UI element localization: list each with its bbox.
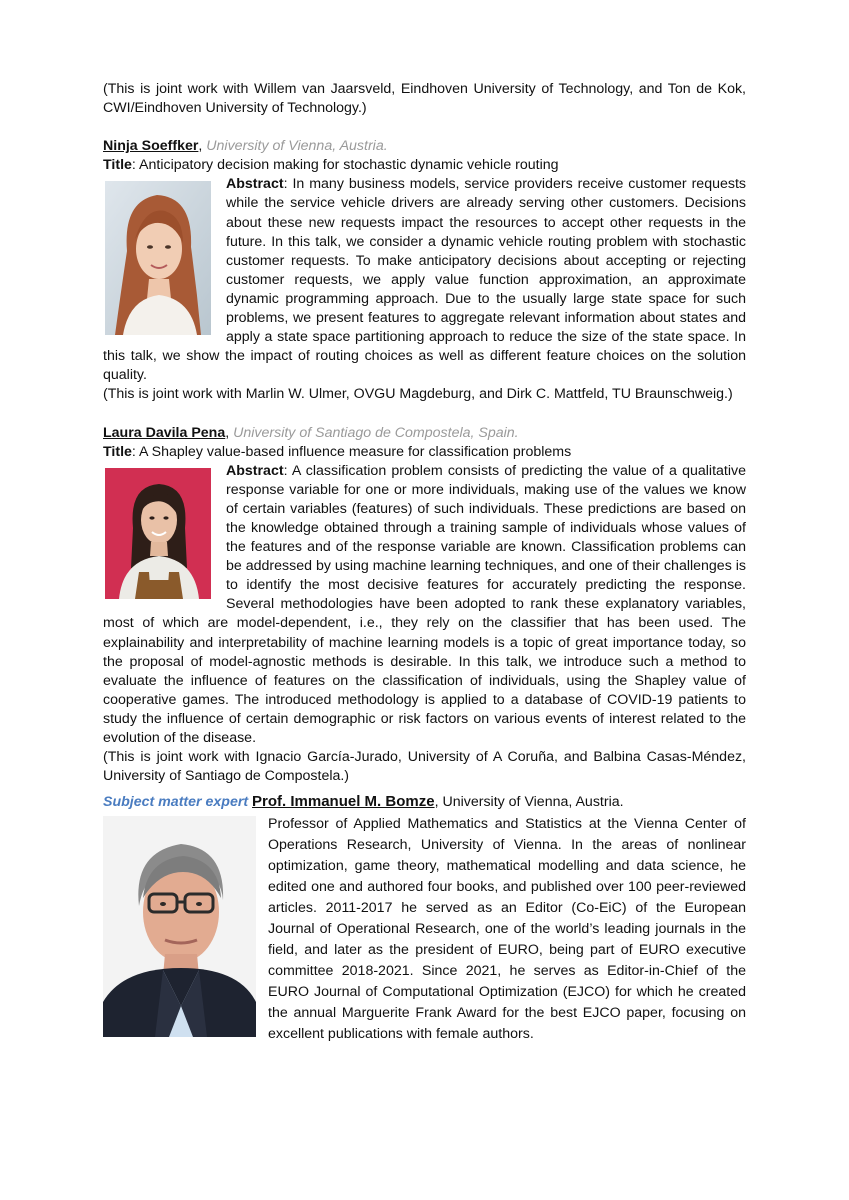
talk-title: Title: A Shapley value-based influence measure for classification problems <box>103 443 572 460</box>
speaker-photo <box>105 181 211 335</box>
expert-block <box>103 792 746 1045</box>
speaker-photo <box>105 468 211 599</box>
speaker-block <box>103 137 746 404</box>
abstract-text: Abstract: A classification problem consists of predicting the value of a qualitative response variable for one or more individuals, making use of the values we know of certain variables (features) of such individuals. These predictions are based on the knowledge obtained through a training sample of individuals whose values of the features and of the response variable are known. Classification problems can be addressed by using machine learning techniques, and one of their challenges is to identify the most decisive features for accurately predicting the response. Several methodologies have been adopted to rank these explanatory variables, most of which are model-dependent, i.e., they rely on the classifier that has been used. The explainability and interpretability of machine learning models is a topic of great importance today, so the proposal of model-agnostic methods is desirable. In this talk, we introduce such a method to evaluate the influence of features on the classification of individuals, using the Shapley value of cooperative games. The introduced methodology is applied to a database of COVID-19 patients to study the influence of certain demographic or risk factors on various events of interest related to the evolution of the disease. <box>103 462 746 746</box>
expert-label: Subject matter expert <box>103 794 249 811</box>
expert-photo <box>103 816 256 1037</box>
expert-bio: Professor of Applied Mathematics and Statistics at the Vienna Center of Operations Research, University of Vienna. In the areas of nonlinear optimization, game theory, mathematical modelling and data science, he edited one and authored four books, and published over 100 peer-reviewed articles. 2011-2017 he served as an Editor (Co-EiC) of the European Journal of Operational Research, one of the world’s leading journals in the field, and later as the president of EURO, being part of EURO executive committee 2018-2021. Since 2021, he serves as Editor-in-Chief of the EURO Journal of Computational Optimization (EJCO) for which he created the annual Marguerite Frank Award for the best EJCO paper, focusing on excellent publications with female authors. <box>268 816 746 1043</box>
speaker-affiliation: University of Vienna, Austria. <box>206 138 388 155</box>
speaker-heading: Laura Davila Pena, University of Santiago de Compostela, Spain. <box>103 424 519 441</box>
abstract-text: Abstract: In many business models, service providers receive customer requests while the service vehicle drivers are already serving other customers. Decisions about these new requests impact the resources to accept other requests in the future. In this talk, we consider a dynamic vehicle routing problem with stochastic customer requests. To make anticipatory decisions about accepting or rejecting customer requests, we apply value function approximation, an approximate dynamic programming approach. Due to the usually large state space for such problems, we present features to aggregate relevant information about states and apply a state space partitioning approach to reduce the size of the state space. In this talk, we show the impact of routing choices as well as different feature choices on the solution quality. <box>103 176 746 384</box>
joint-work-note: (This is joint work with Marlin W. Ulmer, OVGU Magdeburg, and Dirk C. Mattfeld, TU Braunschweig.) <box>103 386 733 403</box>
speaker-name: Ninja Soeffker <box>103 138 199 155</box>
expert-name: Prof. Immanuel M. Bomze <box>252 793 435 811</box>
expert-heading: Subject matter expert Prof. Immanuel M. Bomze, University of Vienna, Austria. <box>103 793 624 811</box>
talk-title: Title: Anticipatory decision making for stochastic dynamic vehicle routing <box>103 157 559 174</box>
speaker-name: Laura Davila Pena <box>103 424 226 441</box>
intro-joint-work-note: (This is joint work with Willem van Jaarsveld, Eindhoven University of Technology, and Ton de Kok, CWI/Eindhoven University of Technology.) <box>103 81 746 117</box>
document-page <box>103 80 746 1045</box>
joint-work-note: (This is joint work with Ignacio García-Jurado, University of A Coruña, and Balbina Casas-Méndez, University of Santiago de Compostela.) <box>103 749 746 785</box>
speaker-affiliation: University of Santiago de Compostela, Spain. <box>233 424 519 441</box>
speaker-heading: Ninja Soeffker, University of Vienna, Austria. <box>103 138 388 155</box>
speaker-block <box>103 424 746 787</box>
